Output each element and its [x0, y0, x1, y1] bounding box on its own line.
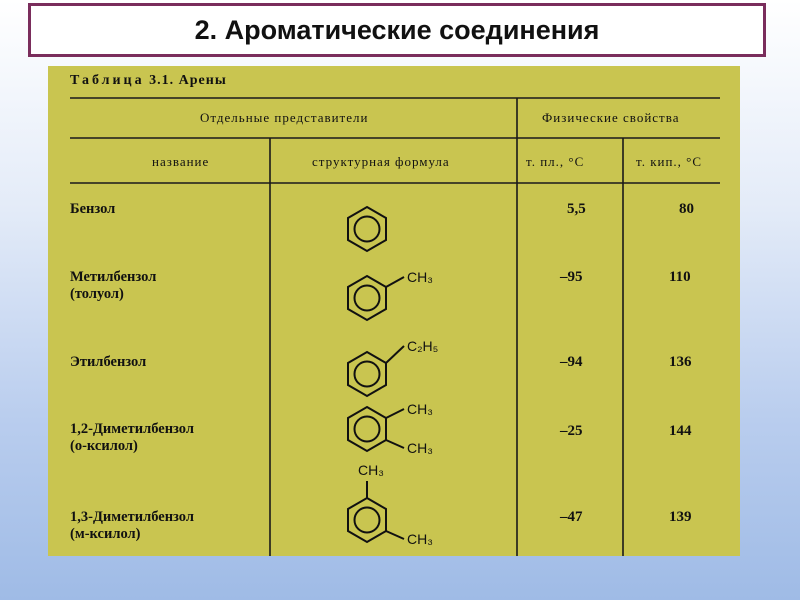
caption-prefix: Таблица — [70, 73, 145, 88]
methyl-label: CH₃ — [358, 462, 384, 478]
boiling-point: 80 — [679, 201, 694, 217]
group-header-properties: Физические свойства — [542, 110, 680, 125]
melting-point: –95 — [560, 269, 583, 285]
arenes-table-scan — [48, 66, 740, 556]
m-xylene-structure — [318, 459, 488, 551]
methyl-label: CH₃ — [407, 531, 433, 547]
toluene-structure — [318, 264, 478, 330]
melting-point: –94 — [560, 354, 583, 370]
boiling-point: 136 — [669, 354, 692, 370]
compound-name: Этилбензол — [70, 354, 147, 370]
methyl-label: CH₃ — [407, 401, 433, 417]
o-xylene-structure — [318, 396, 488, 462]
table-caption — [70, 73, 227, 89]
boiling-point: 110 — [669, 269, 691, 285]
column-header-melting: т. пл., °С — [526, 154, 585, 169]
slide-title-box — [28, 3, 766, 57]
ethyl-label: C₂H₅ — [407, 338, 439, 354]
methyl-label: CH₃ — [407, 440, 433, 456]
column-header-boiling: т. кип., °С — [636, 154, 703, 169]
methyl-label: CH₃ — [407, 269, 433, 285]
melting-point: 5,5 — [567, 201, 586, 217]
compound-name: 1,3-Диметилбензол (м-ксилол) — [70, 509, 194, 542]
compound-name: Бензол — [70, 201, 116, 217]
caption-name: Арены — [178, 73, 227, 88]
boiling-point: 144 — [669, 423, 692, 439]
column-header-formula: структурная формула — [312, 154, 450, 169]
caption-number: 3.1. — [149, 73, 175, 88]
benzene-structure — [318, 201, 438, 261]
column-header-name: название — [152, 154, 210, 169]
slide-title: 2. Ароматические соединения — [194, 14, 600, 45]
melting-point: –25 — [560, 423, 583, 439]
compound-name: 1,2-Диметилбензол (о-ксилол) — [70, 421, 194, 454]
melting-point: –47 — [560, 509, 583, 525]
boiling-point: 139 — [669, 509, 692, 525]
group-header-representatives: Отдельные представители — [200, 110, 369, 125]
compound-name: Метилбензол (толуол) — [70, 269, 157, 302]
